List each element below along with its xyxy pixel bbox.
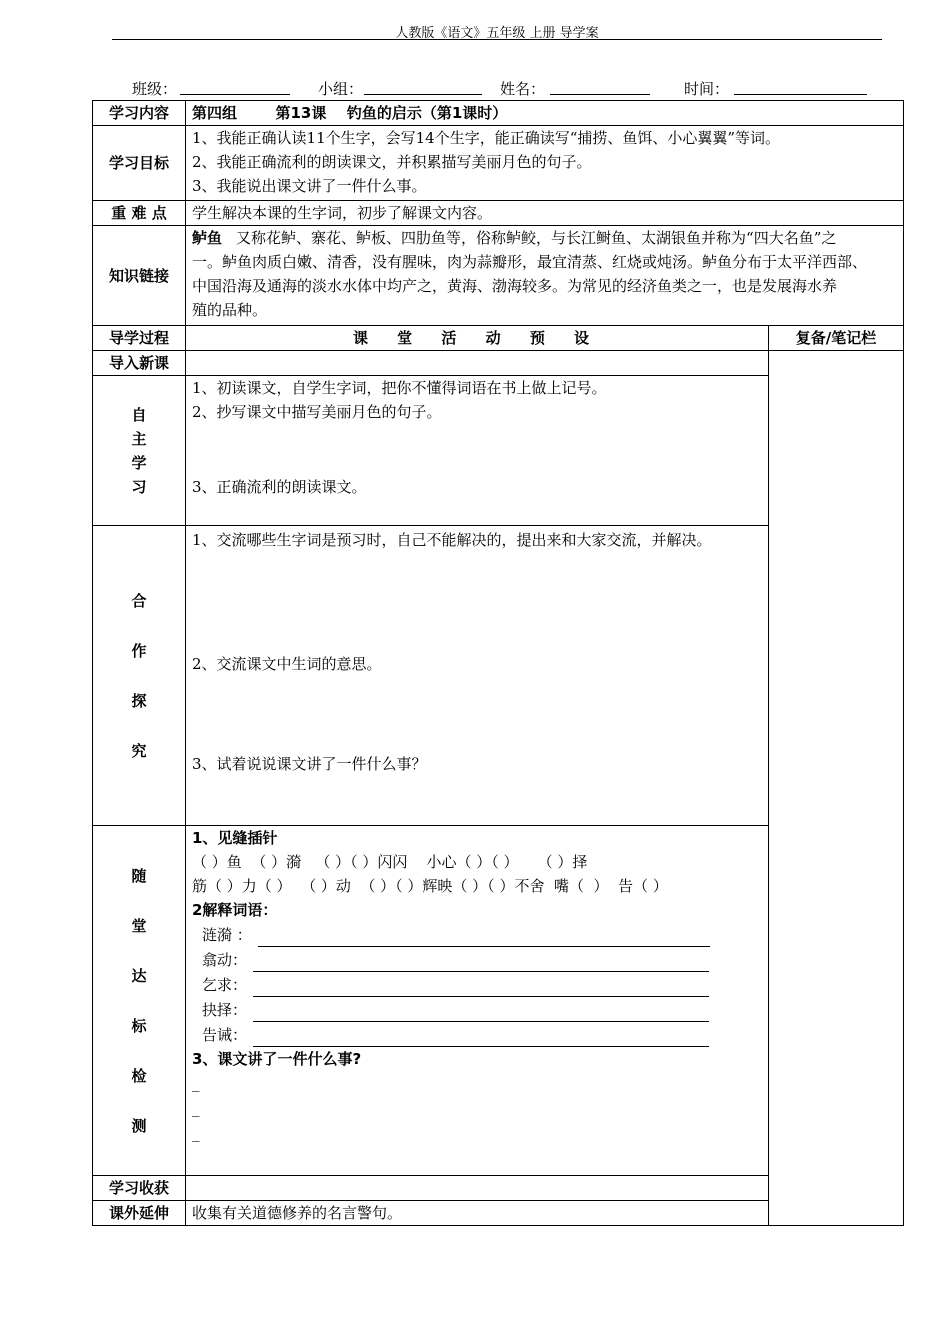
- extend-label: 课外延伸: [93, 1201, 186, 1226]
- row-knowledge: [93, 226, 904, 326]
- knowledge-term: 鲈鱼: [192, 229, 223, 247]
- self-study-label: 自 主 学 习: [93, 376, 186, 526]
- lesson-title-cell: [186, 101, 904, 126]
- name-blank[interactable]: [550, 94, 650, 95]
- self-item: 1、初读课文，自学生字词，把你不懂得词语在书上做上记号。: [192, 379, 607, 397]
- answer-dash[interactable]: _: [192, 1074, 200, 1092]
- goals-cell: [186, 126, 904, 201]
- term-answer-line[interactable]: [253, 954, 709, 972]
- goal-item: 1、我能正确认读11个生字，会写14个生字，能正确读写“捕捞、鱼饵、小心翼翼”等词。: [192, 129, 781, 147]
- row-goals: [93, 126, 904, 201]
- q1-line[interactable]: （ ）鱼 （ ）漪 （ ）（ ）闪闪 小心（ ）（ ） （ ）择: [192, 853, 588, 871]
- term-row: [202, 972, 762, 997]
- row-process-header: [93, 326, 904, 351]
- group-label: 小组：: [318, 80, 364, 98]
- term-label: 翕动：: [202, 951, 248, 969]
- cooperation-label: 合 作 探 究: [93, 526, 186, 826]
- goal-item: 2、我能正确流利的朗读课文，并积累描写美丽月色的句子。: [192, 153, 592, 171]
- q3-title: 3、课文讲了一件什么事?: [192, 1050, 362, 1068]
- self-item: 3、正确流利的朗读课文。: [192, 478, 367, 496]
- term-row: [202, 1022, 762, 1047]
- student-info-row: [0, 76, 950, 98]
- term-answer-line[interactable]: [258, 929, 710, 947]
- term-label: 乞求：: [202, 976, 248, 994]
- self-study-cell: [186, 376, 769, 526]
- row-keypoints: [93, 201, 904, 226]
- knowledge-line: 一。鲈鱼肉质白嫩、清香，没有腥味，肉为蒜瓣形，最宜清蒸、红烧或炖汤。鲈鱼分布于太平洋西部、: [192, 253, 868, 271]
- answer-dash[interactable]: _: [192, 1124, 200, 1142]
- process-label: 导学过程: [93, 326, 186, 351]
- coop-item: 2、交流课文中生词的意思。: [192, 655, 382, 673]
- row-intro: [93, 351, 904, 376]
- activity-header: 课 堂 活 动 预 设: [186, 326, 769, 351]
- extend-text: 收集有关道德修养的名言警句。: [186, 1201, 769, 1226]
- cooperation-cell: [186, 526, 769, 826]
- notes-header: 复备/笔记栏: [769, 326, 904, 351]
- term-row: [202, 997, 762, 1022]
- term-label: 告诫：: [202, 1026, 248, 1044]
- knowledge-cell: [186, 226, 904, 326]
- keypoints-label: 重 难 点: [93, 201, 186, 226]
- q1-title: 1、见缝插针: [192, 829, 278, 847]
- test-cell: [186, 826, 769, 1176]
- time-blank[interactable]: [734, 94, 867, 95]
- time-label: 时间：: [684, 80, 730, 98]
- intro-label: 导入新课: [93, 351, 186, 376]
- knowledge-line: 殖的品种。: [192, 301, 268, 319]
- coop-item: 3、试着说说课文讲了一件什么事？: [192, 755, 427, 773]
- coop-item: 1、交流哪些生字词是预习时，自己不能解决的，提出来和大家交流，并解决。: [192, 531, 712, 549]
- keypoints-text: 学生解决本课的生字词，初步了解课文内容。: [186, 201, 904, 226]
- harvest-cell[interactable]: [186, 1176, 769, 1201]
- q2-title: 2解释词语：: [192, 901, 278, 919]
- goals-label: 学习目标: [93, 126, 186, 201]
- term-label: 抉择：: [202, 1001, 248, 1019]
- intro-cell[interactable]: [186, 351, 769, 376]
- term-answer-line[interactable]: [253, 979, 709, 997]
- name-label: 姓名：: [500, 80, 546, 98]
- term-answer-line[interactable]: [253, 1029, 709, 1047]
- group-name: 第四组: [192, 104, 238, 122]
- q1-line[interactable]: 筋（ ）力（ ） （ ）动 （ ）（ ）辉映（ ）（ ）不舍 嘴（ ） 告（ ）: [192, 877, 668, 895]
- term-answer-line[interactable]: [253, 1004, 709, 1022]
- lesson-title: 钓鱼的启示（第1课时）: [346, 104, 508, 122]
- study-guide-table: [92, 100, 904, 1226]
- class-label: 班级：: [132, 80, 178, 98]
- self-item: 2、抄写课文中描写美丽月色的句子。: [192, 403, 442, 421]
- answer-dash[interactable]: _: [192, 1099, 200, 1117]
- term-row: [202, 947, 762, 972]
- knowledge-label: 知识链接: [93, 226, 186, 326]
- group-blank[interactable]: [364, 94, 482, 95]
- goal-item: 3、我能说出课文讲了一件什么事。: [192, 177, 427, 195]
- term-label: 涟漪 ：: [202, 926, 252, 944]
- row-content: [93, 101, 904, 126]
- content-label: 学习内容: [93, 101, 186, 126]
- page-header: 人教版《语文》五年级 上册 导学案: [395, 26, 599, 41]
- lesson-number: 第13课: [275, 104, 327, 122]
- test-label: 随 堂 达 标 检 测: [93, 826, 186, 1176]
- term-row: [202, 922, 762, 947]
- header-divider: [112, 39, 882, 40]
- notes-column[interactable]: [769, 351, 904, 1226]
- knowledge-line: 中国沿海及通海的淡水水体中均产之，黄海、渤海较多。为常见的经济鱼类之一，也是发展海水养: [192, 277, 838, 295]
- class-blank[interactable]: [180, 94, 290, 95]
- knowledge-line: 又称花鲈、寨花、鲈板、四肋鱼等，俗称鲈鲛，与长江鲥鱼、太湖银鱼并称为“四大名鱼”之: [236, 229, 837, 247]
- harvest-label: 学习收获: [93, 1176, 186, 1201]
